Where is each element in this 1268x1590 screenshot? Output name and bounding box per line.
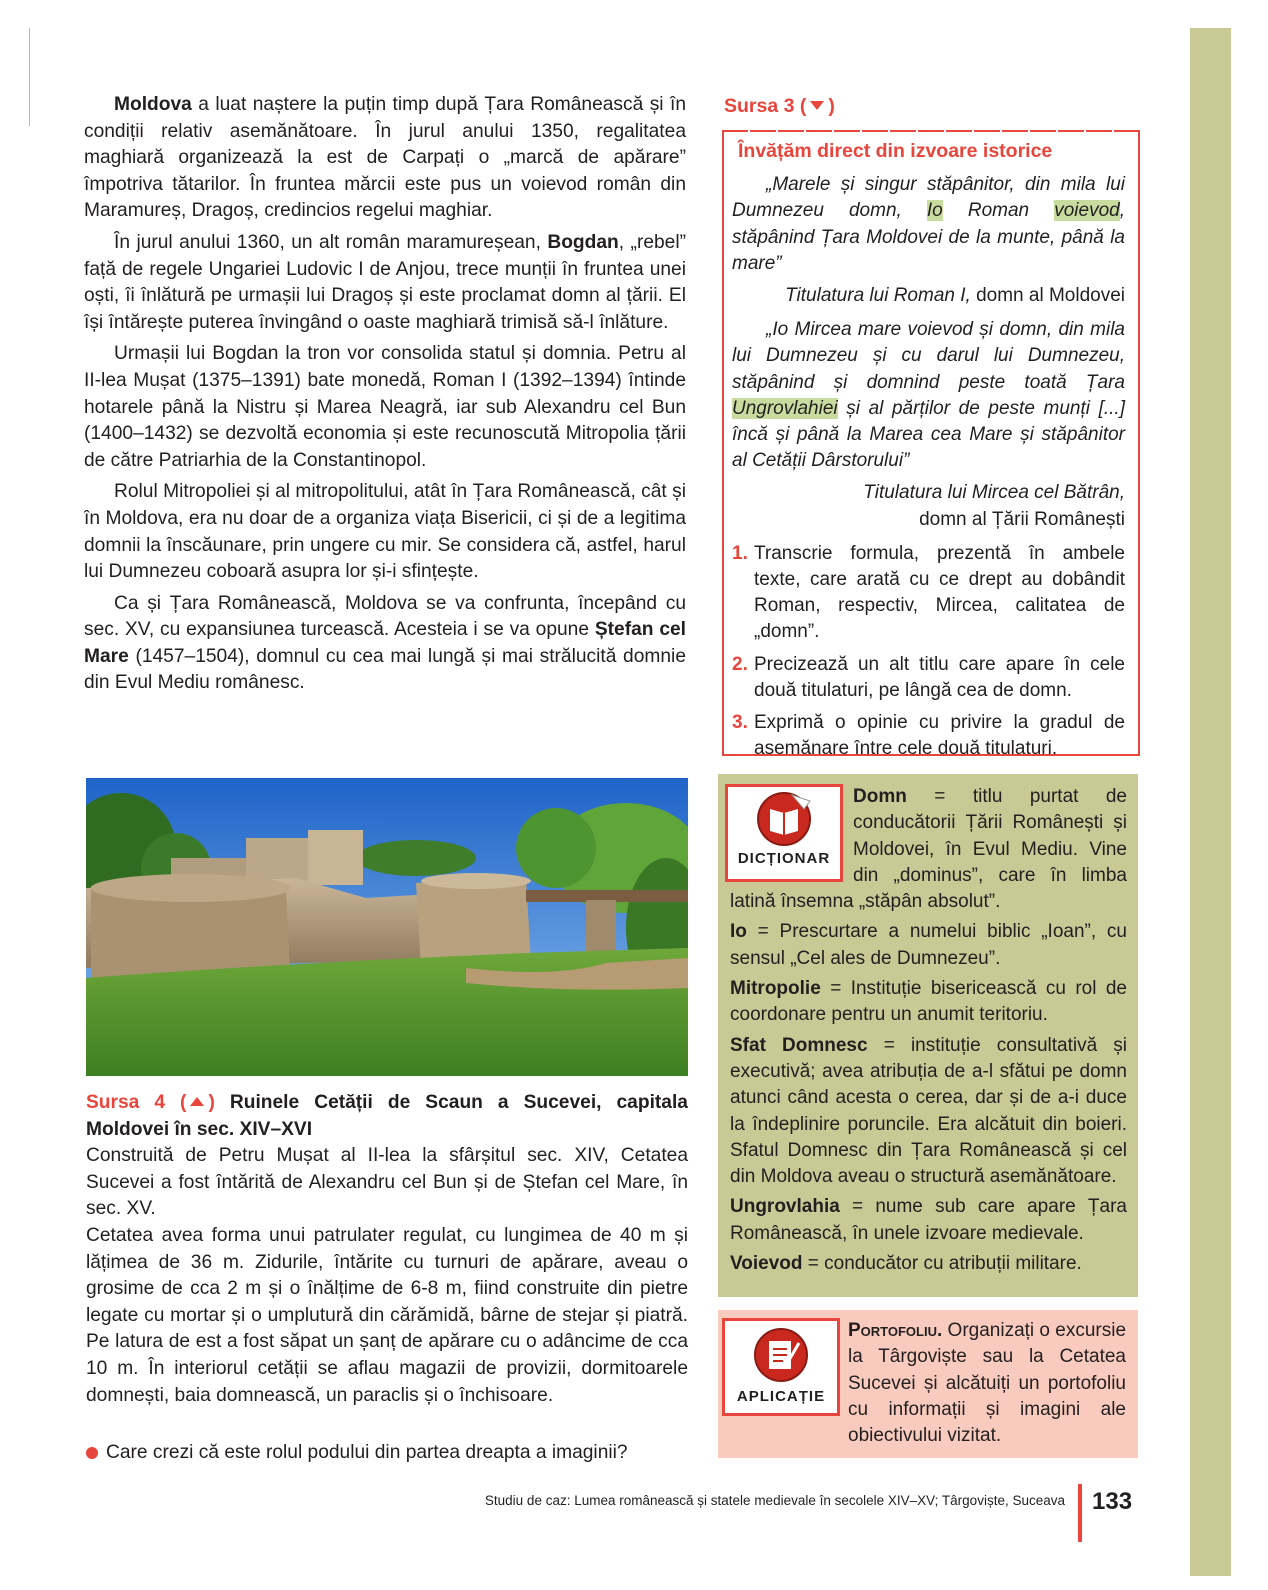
attribution-text: Titulatura lui Mircea cel Bătrân, [863, 482, 1125, 504]
application-body: Organizați o excursie la Târgoviște sau la Cetatea Sucevei și alcătuiți un portofoliu cu informații și imagini ale obiectivului vizitat. [848, 1320, 1127, 1447]
question-item [732, 652, 1125, 704]
question-number: 1. [732, 542, 748, 564]
paragraph-text: a luat naștere la puțin timp după Țara Românească și în condiții relativ asemănătoare. În jurul anului 1350, regalitatea maghiară organizează la est de Carpați o „marcă de apărare” împotriva tătarilor. În fruntea mărcii este pus un voievod român din Maramureș, Dragoș, credincios regelui maghiar. [84, 94, 686, 222]
dictionary-label: DICȚIONAR [737, 850, 831, 867]
dictionary-def: = Prescurtare a numelui biblic „Ioan”, cu sensul „Cel ales de Dumnezeu”. [730, 921, 1127, 969]
dictionary-def: = instituție consultativă și executivă; avea atribuția de a-l sfătui pe domn atunci când acesta o cerea, dar și de a-i duce la îndeplinire poruncile. Era alcătuit din boieri. Sfatul Domnesc din Țara Românească și cel din Moldova aveau o structură asemănătoare. [730, 1034, 1128, 1188]
application-label: APLICAȚIE [736, 1388, 826, 1405]
paragraph-stefan [84, 591, 686, 697]
triangle-up-icon [190, 1097, 204, 1106]
bullet-icon [86, 1447, 98, 1459]
paragraph-bogdan [84, 230, 686, 336]
icon-spacer [730, 784, 853, 888]
source-3-heading: Învățăm direct din izvoare istorice [738, 140, 1053, 162]
dictionary-entry [730, 976, 1127, 1029]
dictionary-entry [730, 1194, 1127, 1247]
source-4-caption [86, 1090, 688, 1409]
source-4-heading [86, 1090, 688, 1143]
paragraph-text: Ca și Țara Românească, Moldova se va confrunta, începând cu sec. XV, cu expansiunea turcească. Acesteia i se va opune [84, 592, 686, 641]
quote-text: și al părților de peste munți [...] încă și până la Marea cea Mare și stăpânitor al Cetății Dârstorului” [732, 397, 1125, 472]
source-label-text: Sursa 4 ( [86, 1092, 187, 1113]
fortress-photo [86, 778, 688, 1076]
question-number: 2. [732, 653, 748, 675]
dictionary-def: = conducător cu atribuții militare. [802, 1253, 1082, 1275]
footer-text [470, 1493, 1065, 1508]
question-item [732, 541, 1125, 646]
quote-text: , stăpânind Țara Moldovei de la munte, până la mare” [732, 200, 1126, 274]
dictionary-def: = Instituție bisericească cu rol de coordonare pentru un anumit teritoriu. [730, 978, 1127, 1026]
main-text [84, 92, 686, 702]
dictionary-term: Ungrovlahia [730, 1196, 840, 1218]
dictionary-entries [730, 784, 1127, 1281]
highlight-ungrovlahiei: Ungrovlahiei [732, 397, 838, 419]
paragraph-mitropolie: Rolul Mitropoliei și al mitropolitului, atât în Țara Românească, cât și în Moldova, era nu doar de a organiza viața Bisericii, ci și de a legitima domnii la înscăunare, prin ungere cu mir. Se considera că, astfel, harul lui Dumnezeu coboară asupra lor și-i sfințește. [84, 481, 686, 583]
fortress-illustration [86, 778, 688, 1076]
paragraph-text: În jurul anului 1360, un alt român maramureșean, [114, 231, 548, 253]
source-4-title: Ruinele Cetății de Scaun a Sucevei, capitala Moldovei în sec. XIV–XVI [86, 1092, 688, 1140]
footer-title: Lumea românească și statele medievale în secolele XIV–XV; Târgoviște, Suceava [570, 1493, 1065, 1508]
dictionary-term: Voievod [730, 1253, 803, 1275]
dictionary-term: Sfat Domnesc [730, 1034, 868, 1056]
source-3-content [732, 138, 1125, 768]
source-4-text-2: Cetatea avea forma unui patrulater regulat, cu lungimea de 40 m și lățimea de 36 m. Zidurile, întărite cu turnuri de apărare, aveau o grosime de cca 2 m și o înălțime de 6-8 m, fiind construite din pietre legate cu mortar și o umplutură din cărămidă, bârne de stejar și piatră. Pe latura de est a fost săpat un șanț de apărare cu o adâncime de cca 10 m. În interiorul cetății se aflau magazii de provizii, dormitoarele domnești, baia domnească, un paraclis și o închisoare. [86, 1224, 688, 1406]
page-number: 133 [1092, 1488, 1133, 1515]
term-bogdan: Bogdan [547, 231, 619, 253]
term-moldova: Moldova [114, 94, 192, 115]
source-label-text: ) [208, 1092, 215, 1113]
dictionary-term: Domn [853, 786, 907, 807]
dictionary-entry [730, 919, 1127, 972]
dictionary-def: = titlu purtat de conducătorii Țării Românești și Moldovei, în Evul Mediu. Vine din „dominus”, care în limba latină însemna „stăpân absolut”. [730, 786, 1127, 913]
quote-text: Roman [942, 200, 1055, 222]
highlight-voievod: voievod [1054, 200, 1120, 222]
source-4-label [86, 1092, 215, 1113]
question-number: 3. [732, 712, 748, 734]
question-text: Transcrie formula, prezentă în ambele texte, care arată cu ce drept au dobândit Roman, respectiv, Mircea, calitatea de „domn”. [754, 542, 1125, 643]
quote-text: „Marele și singur stăpânitor, din mila lui Dumnezeu domn, [732, 174, 1125, 222]
dictionary-term: Io [730, 921, 747, 943]
dictionary-term: Mitropolie [730, 978, 821, 1000]
source-4-text-1: Construită de Petru Mușat al II-lea la sfârșitul sec. XIV, Cetatea Sucevei a fost întărită de Alexandru cel Bun și de Ștefan cel Mare, în sec. XV. [86, 1145, 688, 1220]
dictionary-def: = nume sub care apare Țara Românească, în unele izvoare medievale. [730, 1196, 1127, 1244]
attribution-text: Titulatura lui Roman I, [785, 285, 971, 307]
quote-roman [732, 172, 1125, 277]
attribution-text: domn al Moldovei [970, 285, 1125, 307]
attribution-mircea [732, 480, 1125, 532]
source-label-text: ) [828, 95, 835, 117]
question-text: Care crezi că este rolul podului din partea dreapta a imaginii? [106, 1442, 628, 1463]
side-band [1190, 28, 1231, 1576]
quote-mircea [732, 317, 1125, 474]
source-label-text: Sursa 3 ( [724, 95, 807, 117]
photo-question [86, 1440, 688, 1466]
question-item [732, 710, 1125, 762]
notepad-pen-icon [725, 1321, 837, 1387]
application-title: Portofoliu. [848, 1320, 943, 1341]
margin-line [29, 28, 30, 126]
paragraph-moldova [84, 92, 686, 225]
source-3-questions [732, 541, 1125, 763]
term-stefan: Ștefan cel Mare [84, 619, 686, 667]
question-text: Exprimă o opinie cu privire la gradul de asemănare între cele două titulaturi. [754, 712, 1125, 760]
attribution-roman [732, 283, 1125, 309]
dictionary-entry [730, 1033, 1127, 1191]
paragraph-text: (1457–1504), domnul cu cea mai lungă și mai strălucită domnie din Evul Mediu românesc. [84, 645, 686, 694]
paragraph-text: , „rebel” față de regele Ungariei Ludovic I de Anjou, trece munții în fruntea unei oști, îi înlătură pe urmașii lui Dragoș și este proclamat domn al țării. El își întărește puterea învingând o oaste maghiară trimisă să-l înlăture. [84, 231, 686, 333]
paragraph-urmasii: Urmașii lui Bogdan la tron vor consolida statul și domnia. Petru al II-lea Mușat (1375–1391) bate monedă, Roman I (1392–1394) întinde hotarele până la Nistru și Marea Neagră, iar sub Alexandru cel Bun (1400–1432) se dezvoltă economia și este recunoscută Mitropolia țării de către Patriarhia de la Constantinopol. [84, 343, 686, 471]
attribution-text: domn al Țării Românești [919, 508, 1125, 530]
question-text: Precizează un alt titlu care apare în cele două titulaturi, pe lângă cea de domn. [754, 653, 1125, 701]
dictionary-entry [730, 1251, 1127, 1277]
footer-prefix: Studiu de caz: [484, 1493, 571, 1508]
footer-divider [1078, 1484, 1082, 1542]
quote-text: „Io Mircea mare voievod și domn, din mila lui Dumnezeu și cu darul lui Dumnezeu, stăpânind și domnind peste toată Țara [732, 319, 1125, 393]
triangle-down-icon [810, 101, 824, 110]
highlight-io: Io [926, 200, 943, 222]
application-text [848, 1318, 1126, 1449]
source-3-label [724, 95, 835, 118]
